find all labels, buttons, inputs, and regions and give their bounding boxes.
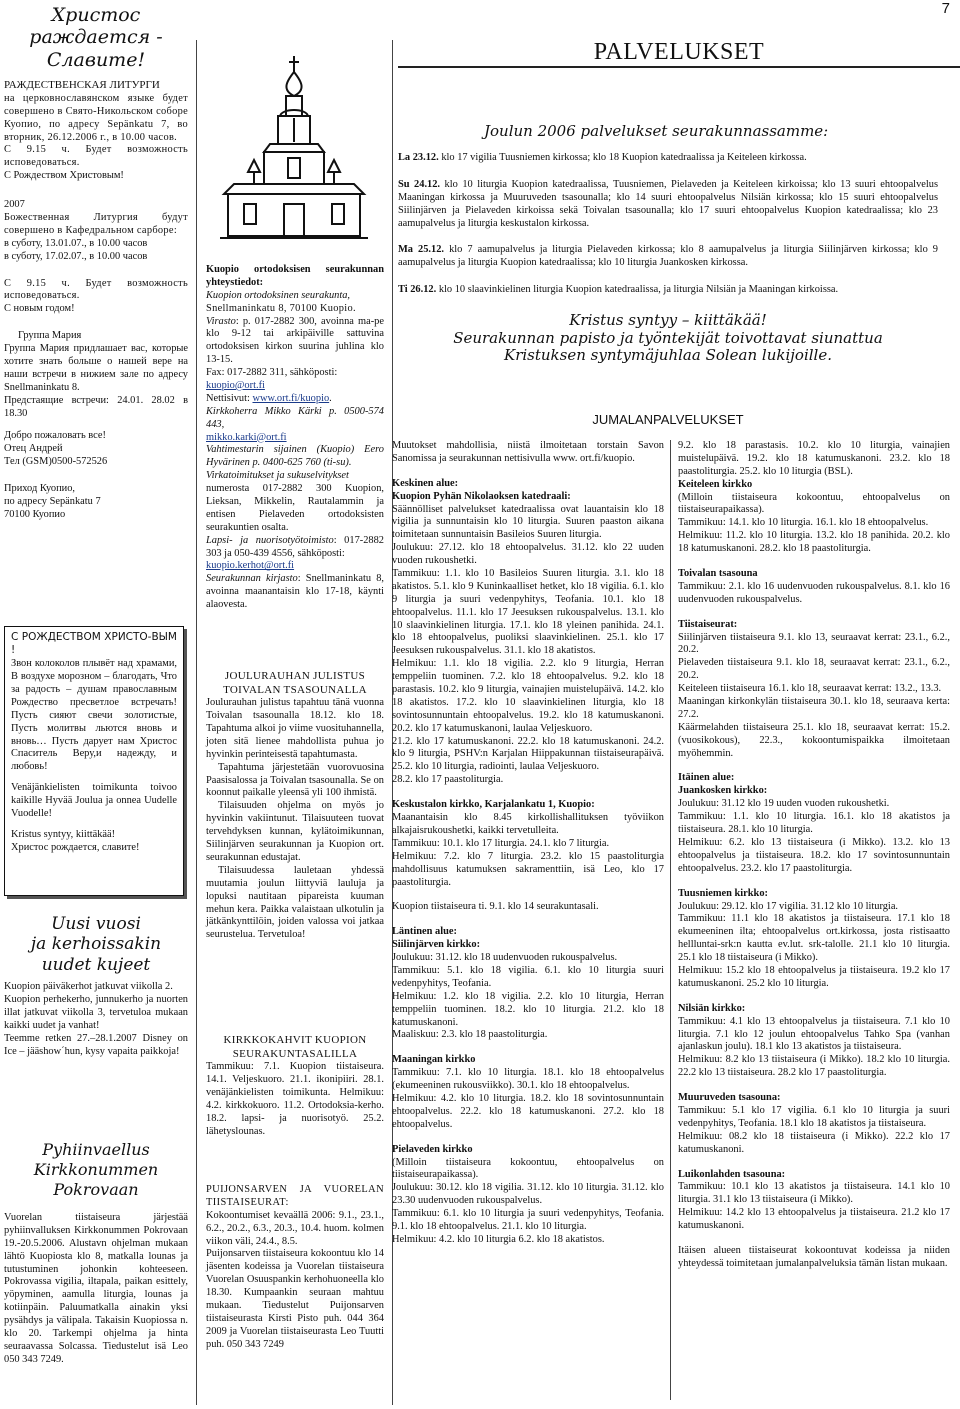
email-link[interactable]: kuopio@ort.fi — [206, 380, 265, 392]
pilgrimage: Pyhiinvaellus Kirkkonummen Pokrovaan Vuorelan tiistaiseura järjestää pyhiinvalluksen Kirkkonummen Pokrovaan 19.-20.5.2006. Alustavn ohjelman mukaan lähtö Kuopiosta klo 8, matkalla lounas ja tutustuminen johonkin kohteeseen. Pokrovassa vigilia, iltapala, paikan esittely, yöpyminen, aamulla liturgia, lounas ja kotiinpäin. Paluumatkalla ainakin yksi pysähdys ja välipala. Takaisin Kuopiossa n. klo 20. Tarkempi ohjelma ja hinta seuraavassa Solcassa. Tiedustelut isä Leo 050 343 7249. — [4, 1140, 188, 1365]
youth-email-link[interactable]: kuopio.kerhot@ort.fi — [206, 560, 295, 572]
christmas-blessing: Kristus syntyy – kiittäkää! Seurakunnan papisto ja työntekijät toivottavat siunattua Kristuksen syntymäjuhlaa Solean lukijoille. — [453, 311, 883, 365]
christmas-schedule — [398, 152, 938, 297]
heading-christmas: Христос раждается - Славите! — [29, 4, 163, 71]
liturgy-text: на церковнославянском языке будет совершено в Свято-Никольском соборе Куопио, по адресу Sepänkatu 7, во вторник, 26.12.2006 г., в 10.00 часов. — [4, 92, 188, 143]
joulurauha-section: JOULURAUHAN JULISTUS TOIVALAN TSASOUNALLA Joulurauhan julistus tapahtuu tänä vuonna Toivalan tsasounalla 18.12. klo 18. Tapahtuma alkoi jo viime vuosituhannella, joten sitä lienee mahdollista puhua jo hyvinkin perinteisestä tapahtumasta. Tapahtuma järjestetään vuorovuosina Paasisalossa ja Toivalan tsasounalla. Se on koonnut paikalle yleensä yli 100 ihmistä. Tilaisuuden ohjelma on myös jo hyvinkin vakiintunut. Tilaisuuteen tuovat tervehdyksen kunnan, kylätoimikunnan, Siilinjärven seurakunnan ja Kuopion ort. seurakunnan edustajat. Tilaisuudessa lauletaan yhdessä muutamia joulun liittyviä lauluja ja lopuksi nautitaan pipareista kuuman mehun kera. Paikka valaistaan ulkotulin ja jätkänkynttilöin, joiden valossa voi jatkaa seurustelua. Tervetuloa! — [206, 670, 384, 941]
new-year-clubs: Uusi vuosi ja kerhoissakin uudet kujeet Kuopion päiväkerhot jatkuvat viikolla 2. Kuopion perhekerho, junnukerho ja nuorten illat jatkuvat viikolla 3, tervetuloa mukaan kaikki uudet ja vanhat! Teemme retken 27.–28.1.2007 Disney on Ice – jääshow´hun, kysy vapaita paikkoja! — [4, 914, 188, 1057]
christmas-services-heading: Joulun 2006 palvelukset seurakunnassamme: — [484, 122, 829, 140]
column-rule — [670, 440, 671, 1400]
schedule-entry: Su 24.12. klo 10 liturgia Kuopion katedraalissa, Tuusniemen, Pielaveden ja Keiteleen kirkoissa; klo 13 suuri ehtoopalvelus Maaningan kirkossa ja Muuruveden tsasounalla; klo 14 suuri ehtoopalvelus Nilsiän kirkossa; klo 15 suuri ehtoopalvelus Siilinjärven ja Pielaveden kirkoissa sekä Toivalan tsasounalla; klo 17 suuri ehtoopalvelus Kuopion katedraalissa; klo 23 aamupalvelus ja liturgia keskustalon kirkossa. — [398, 178, 938, 229]
services-column-left: Muutokset mahdollisia, niistä ilmoitetaan torstain Savon Sanomissa ja seurakunnan nettisivulla www. ort.fi/kuopio. Keskinen alue: Kuopion Pyhän Nikolaoksen katedraali: Säännölliset palvelukset katedraalissa ovat lauantaisin klo 18 vigilia ja sunnuntaisin klo 10 liturgia. Suuren paaston aikana toimitetaan sunnuntaisin Basileios Suuren liturgia. Joulukuu: 27.12. klo 18 ehtoopalvelus. 31.12. klo 22 uuden vuoden rukoushetki. Tammikuu: 1.1. klo 10 Basileios Suuren liturgia. 3.1. klo 18 akatistos. 5.1. klo 9 Kuninkaalliset hetket, klo 18 vigilia. 6.1. klo 9 liturgia ja suuri vedenpyhitys, Teofania. 10.1. klo 18 ehtoopalvelus. 11.1. klo 17 Jeesuksen rukouspalvelus. 13.1. klo 10 slaavinkielinen liturgia. 17.1. klo 18 yleinen panihida. 24.1. klo 18 ehtoopalvelus, puoliksi slaavinkielinen. 25.1. klo 17 Jeesuksen rukouspalvelus. 31.1. klo 18 akatistos. Helmikuu: 1.1. klo 18 vigilia. 2.2. klo 9 liturgia, Herran temppeliin tuominen. 7.2. klo 18 ehtoopalvelus. 9.2. klo 18 parastasis. 10.2. klo 9 liturgia, vainajien muistelupäivä. 14.2. klo 18 akatistos. 17.2. klo 10 slaavinkielinen liturgia, klo 18 sovintosunnuntain ehtoopalvelus. 19.2. klo 18 katumuskanoni. 20.2. klo 17 katumuskanoni, laulaa Veljeskuoro. 21.2. klo 17 katumuskanoni. 22.2. klo 18 katumuskanoni. 24.2. klo 9 liturgia, PSHV:n Karjalan Hiippakunnan tiistaiseurapäivä. 25.2. klo 10 liturgia, radiointi, laulaa Veljeskuoro. 28.2. klo 17 paastoliturgia. Keskustalon kirkko, Karjalankatu 1, Kuopio: Maanantaisin klo 8.45 kirkollishallituksen työviikon alkajaisrukoushetki, kaikki tervetulleita. Tammikuu: 10.1. klo 17 liturgia. 24.1. klo 7 liturgia. Helmikuu: 7.2. klo 7 liturgia. 23.2. klo 15 paastoliturgia mahdollisuus katumuksen sakramenttiin, isä Leo, klo 17 paastoliturgia. Kuopion tiistaiseura ti. 9.1. klo 14 seurakuntasali. Läntinen alue: Siilinjärven kirkko: Joulukuu: 31.12. klo 18 uudenvuoden rukouspalvelus. Tammikuu: 5.1. klo 18 vigilia. 6.1. klo 10 liturgia suuri vedenpyhitys, Teofania. Helmikuu: 1.2. klo 18 vigilia. 2.2. klo 10 liturgia, Herran temppeliin tuominen. 18.2. klo 10 liturgia. 21.2. klo 18 katumuskanoni. Maaliskuu: 2.3. klo 18 paastoliturgia. Maaningan kirkko Tammikuu: 7.1. klo 10 liturgia. 18.1. klo 18 ehtoopalvelus (ekumeeninen rukousviikko). 30.1. klo 18 ehtoopalvelus. Helmikuu: 4.2. klo 10 liturgia. 18.2. klo 18 sovintosunnuntain ehtoopalvelus. 22.2. klo 18 katumuskanoni. 27.2. klo 18 ehtoopalvelus. Pielaveden kirkko (Milloin tiistaiseura kokoontuu, ehtoopalvelus on tiistaiseurapaikassa). Joulukuu: 30.12. klo 18 vigilia. 31.12. klo 10 liturgia. 31.12. klo 23.30 uudenvuoden rukouspalvelus. Tammikuu: 6.1. klo 10 liturgia ja suuri vedenpyhitys, Teofania. 9.1. klo 18 ehtoopalvelus. 21.1. klo 10 liturgia. Helmikuu: 4.2. klo 10 liturgia 6.2. klo 18 akatistos. — [392, 440, 664, 1245]
russian-column: Христос раждается - Славите! РАЖДЕСТВЕНСКАЯ ЛИТУРГИ на церковнославянском языке будет совершено в Свято-Никольском соборе Куопио, по адресу Sepänkatu 7, во вторник, 26.12.2006 г., в 10.00 часов. С 9.15 ч. Будет возможность исповедоваться. С Рождеством Христовым! 2007 Божественная Литургия будут совершено в Кафедральном сарборе: в суботу, 13.01.07., в 10.00 часов в суботу, 17.02.07., в 10.00 часов С 9.15 ч. Будет возможность исповедоваться. С новым годом! Группа Мария Группа Мария придлашает вас, которые хотите знать больше о нашей вере на наши встречи в нижием зале по адресу Snellmaninkatu 8. Предстаящие встречи: 24.01. 28.02 в 18.30 Добро пожаловать все! Отец Андрей Тел (GSM)0500-572526 Приход Куопио, по адресу Sepänkatu 7 70100 Куопио — [4, 4, 188, 520]
page-number: 7 — [941, 0, 950, 17]
column-rule — [196, 40, 197, 1405]
church-coffee-section: KIRKKOKAHVIT KUOPION SEURAKUNTASALILLA Tammikuu: 7.1. Kuopion tiistaiseura. 14.1. Veljeskuoro. 21.1. ikonipiiri. 28.1. venäjänkielisten toimikunta. Helmikuu: 4.2. kirkkokuoro. 11.2. Ortodoksia-kerho. 18.2. lapsi- ja nuorisotyö. 25.2. lähetyslounas. — [206, 1034, 384, 1137]
christmas-poem-box: С РОЖДЕСТВОМ ХРИСТО-ВЫМ ! Звон колоколов плывёт над храмами, В воздухе морозном – благодать, Что за радость – душам православным Рождество пресветлое встречать! Пусть сияют свечи золотистые, Пусть молитвы льются вновь и вновь… Пусть дарует нам Христос Спаситель Веру,и надежду, и любовь! Venäjänkielisten toimikunta toivoo kaikille Hyvää Joulua ja onnea Uudelle Vuodelle! Kristus syntyy, kiittäkää! Христос рождается, славите! — [4, 626, 184, 896]
schedule-entry: Ma 25.12. klo 7 aamupalvelus ja liturgia Pielaveden kirkossa; klo 8 aamupalvelus ja liturgia Siilinjärven kirkossa; klo 9 aamupalvelus ja liturgia Kuopion katedraalissa; klo 10 liturgia Juankosken kirkossa. — [398, 244, 938, 269]
schedule-entry: Ti 26.12. klo 10 slaavinkielinen liturgia Kuopion katedraalissa, ja liturgia Nilsiän ja Maaningan kirkoissa. — [398, 284, 839, 296]
church-illustration — [214, 52, 374, 242]
poem-text: Звон колоколов плывёт над храмами, В воздухе морозном – благодать, Что за радость – душам православным Рождество пресветлое встречать! Пусть сияют свечи золотистые, Пусть молитвы льются вновь и вновь… Пусть дарует нам Христос Спаситель Веру,и надежду, и любовь! — [11, 658, 177, 773]
services-section-title: JUMALANPALVELUKSET — [592, 412, 744, 427]
schedule-entry: La 23.12. klo 17 vigilia Tuusniemen kirkossa; klo 18 Kuopion katedraalissa ja Keiteleen kirkossa. — [398, 152, 807, 163]
vicar-email-link[interactable]: mikko.karki@ort.fi — [206, 431, 287, 443]
website-link[interactable]: www.ort.fi/kuopio — [252, 392, 330, 404]
services-column-right: 9.2. klo 18 parastasis. 10.2. klo 10 liturgia, vainajien muistelupäivä. 19.2. klo 18 katumuskanoni. 23.2. klo 18 paastoliturgia. 25.2. klo 10 liturgia (BSL). Keiteleen kirkko (Milloin tiistaiseura kokoontuu, ehtoopalvelus on tiistaiseurapaikassa). Tammikuu: 14.1. klo 10 liturgia. 16.1. klo 18 ehtoopalvelus. Helmikuu: 11.2. klo 10 liturgia. 13.2. klo 18 panihida. 20.2. klo 18 katumuskanoni. 28.2. klo 18 paastoliturgia. Toivalan tsasouna Tammikuu: 2.1. klo 16 uudenvuoden rukouspalvelus. 8.1. klo 16 uudenvuoden rukouspalvelus. Tiistaiseurat: Siilinjärven tiistaiseura 9.1. klo 13, seuraavat kerrat: 23.1., 6.2., 20.2. Pielaveden tiistaiseura 9.1. klo 18, seuraavat kerrat: 23.1., 6.2., 20.2. Keiteleen tiistaiseura 16.1. klo 18, seuraavat kerrat: 13.2., 13.3. Maaningan kirkonkylän tiistaiseura 30.1. klo 18, seuraava kerta: 27.2. Käärmelahden tiistaiseura 25.1. klo 18, seuraavat kerrat: 15.2. (vuosikokous), 22.3., kokoontumispaikka ilmoitetaan myöhemmin. Itäinen alue: Juankosken kirkko: Joulukuu: 31.12 klo 19 uuden vuoden rukoushetki. Tammikuu: 1.1. klo 10 liturgia. 16.1. klo 18 akatistos ja tiistaiseura. 28.1. klo 10 liturgia. Helmikuu: 6.2. klo 13 tiistaiseura (i Mikko). 13.2. klo 13 ehtoopalvelus ja tiistaiseura. 18.2. klo 17 sovintosunnuntain ehtoopalvelus. 23.2. klo 17 paastoliturgia. Tuusniemen kirkko: Joulukuu: 29.12. klo 17 vigilia. 31.12 klo 10 liturgia. Tammikuu: 11.1 klo 18 akatistos ja tiistaiseura. 17.1 klo 18 ekumeeninen ilta; ehtoopalvelus ort.kirkossa, josta ristisaatto hellluntai-srk:n kautta ev.lut. srk-talolle. 21.1 klo 10 liturgia. 25.1 klo 18 tiistaiseura (i Mikko). Helmikuu: 15.2 klo 18 ehtoopalvelus ja tiistaiseura. 19.2 klo 17 katumuskanoni. 25.2 klo 10 liturgia. Nilsiän kirkko: Tammikuu: 4.1 klo 13 ehtoopalvelus ja tiistaiseura. 7.1 klo 10 liturgia. 7.1 klo 12 joulun ehtoopalvelus Tahko Spa (vanhan ajanlaskun joulu). 18.1 klo 13 akatistos ja tiistaiseura. Helmikuu: 8.2 klo 13 tiistaiseura (i Mikko). 18.2 klo 10 liturgia. 22.2 klo 13 tiistaiseura. 28.2 klo 17 paastoliturgia. Muuruveden tsasouna: Tammikuu: 5.1 klo 17 vigilia. 6.1 klo 10 liturgia ja suuri vedenpyhitys, Teofania. 18.1 klo 18 akatistos ja tiistaiseura. Helmikuu: 08.2 klo 18 tiistaiseura (i Mikko). 22.2 klo 17 katumuskanoni. Luikonlahden tsasouna: Tammikuu: 10.1 klo 13 akatistos ja tiistaiseura. 14.1 klo 10 liturgia. 31.1 klo 13 tiistaiseura (i Mikko). Helmikuu: 14.2 klo 13 ehtoopalvelus ja tiistaiseura. 21.2 klo 17 katumuskanoni. Itäisen alueen tiistaiseurat kokoontuvat kodeissa ja niiden yhteydessä toimitetaan jumalanpalveluksia tämän listan mukaan. — [678, 440, 950, 1269]
contact-info: Kuopio ortodoksisen seurakunnan yhteystiedot: Kuopion ortodoksinen seurakunta, Snellmaninkatu 8, 70100 Kuopio. Virasto: p. 017-2882 300, avoinna ma-pe klo 9-12 tai arkipäiville sattuvina ortodoksisen kirkon suurina juhlina klo 13-15. Fax: 017-2882 311, sähköposti: kuopio@ort.fi Nettisivut: www.ort.fi/kuopio. Kirkkoherra Mikko Kärki p. 0500-574 443, mikko.karki@ort.fi Vahtimestarin sijainen (Kuopio) Eero Hyvärinen p. 0400-625 760 (ti-su). Virkatoimitukset ja sukuselvitykset numerosta 017-2882 300 Kuopion, Lieksan, Mikkelin, Rautalammin ja entisen Pielaveden ortodoksisten seurakuntien osalta. Lapsi- ja nuorisotyötoimisto: 017-2882 303 ja 050-439 4556, sähköposti: kuopio.kerhot@ort.fi Seurakunnan kirjasto: Snellmaninkatu 8, avoinna maanantaisin klo 17-18, käynti alaovesta. — [206, 264, 384, 611]
tuesday-society-section: PUIJONSARVEN JA VUORELAN TIISTAISEURAT: Kokoontumiset kevaällä 2006: 9.1., 23.1., 6.2., 20.2., 6.3., 20.3., 10.4. huom. kolmen viikon väli, 24.4., 8.5. Puijonsarven tiistaiseura kokoontuu klo 14 jäsenten kodeissa ja Vuorelan tiistaiseura Vuorelan Osuuspankin kerhohuoneella klo 18.30. Kumpaankin seuraan mahtuu mukaan. Tiedustelut Puijonsarven tiistaiseurasta Kirsti Pisto puh. 044 364 2009 ja Vuorelan tiistaiseurasta Leo Tuutti puh. 050 343 7249 — [206, 1184, 384, 1350]
liturgy-title: РАЖДЕСТВЕНСКАЯ ЛИТУРГИ — [4, 79, 160, 92]
page-title: PALVELUKSET — [593, 39, 765, 65]
poem-title: С РОЖДЕСТВОМ ХРИСТО-ВЫМ ! — [11, 631, 177, 656]
